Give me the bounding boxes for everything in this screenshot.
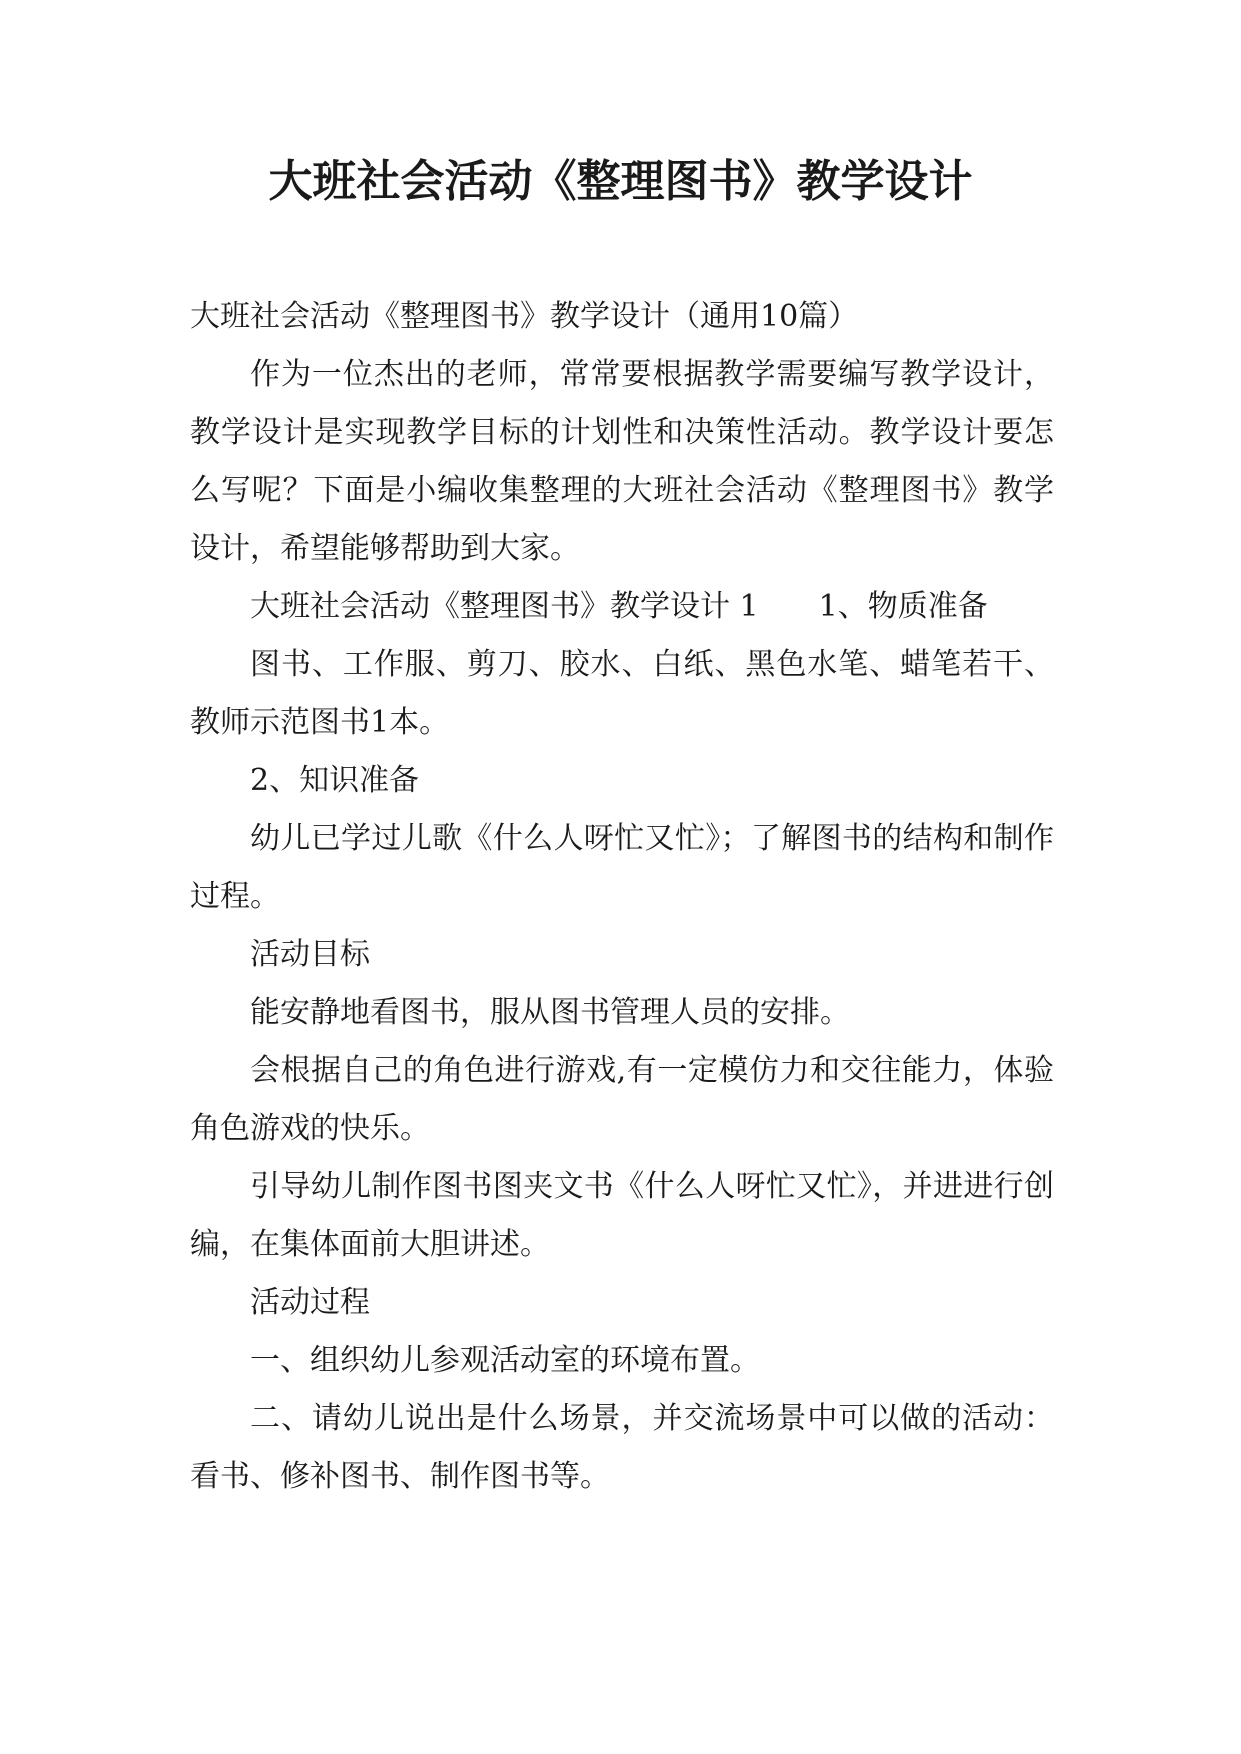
paragraph-section-1-heading: 大班社会活动《整理图书》教学设计 1 1、物质准备	[250, 589, 988, 624]
paragraph-step-2: 二、请幼儿说出是什么场景，并交流场景中可以做的活动：看书、修补图书、制作图书等。	[190, 1401, 1054, 1494]
paragraph-goals-heading: 活动目标	[250, 937, 370, 972]
paragraph-goal-2: 会根据自己的角色进行游戏,有一定模仿力和交往能力，体验角色游戏的快乐。	[190, 1053, 1054, 1146]
paragraph-process-heading: 活动过程	[250, 1285, 370, 1320]
paragraph-knowledge-heading: 2、知识准备	[250, 763, 420, 798]
paragraph-materials: 图书、工作服、剪刀、胶水、白纸、黑色水笔、蜡笔若干、教师示范图书1本。	[190, 647, 1054, 740]
document-title: 大班社会活动《整理图书》教学设计	[268, 156, 973, 207]
document-body	[190, 288, 1054, 1506]
paragraph-subtitle: 大班社会活动《整理图书》教学设计（通用10篇）	[190, 299, 859, 334]
paragraph-goal-3: 引导幼儿制作图书图夹文书《什么人呀忙又忙》，并进进行创编，在集体面前大胆讲述。	[190, 1169, 1054, 1262]
paragraph-goal-1: 能安静地看图书，服从图书管理人员的安排。	[250, 995, 850, 1030]
paragraph-intro: 作为一位杰出的老师，常常要根据教学需要编写教学设计，教学设计是实现教学目标的计划性和决策性活动。教学设计要怎么写呢？下面是小编收集整理的大班社会活动《整理图书》教学设计，希望能够帮助到大家。	[190, 357, 1054, 566]
paragraph-step-1: 一、组织幼儿参观活动室的环境布置。	[250, 1343, 760, 1378]
paragraph-knowledge: 幼儿已学过儿歌《什么人呀忙又忙》；了解图书的结构和制作过程。	[190, 821, 1054, 914]
